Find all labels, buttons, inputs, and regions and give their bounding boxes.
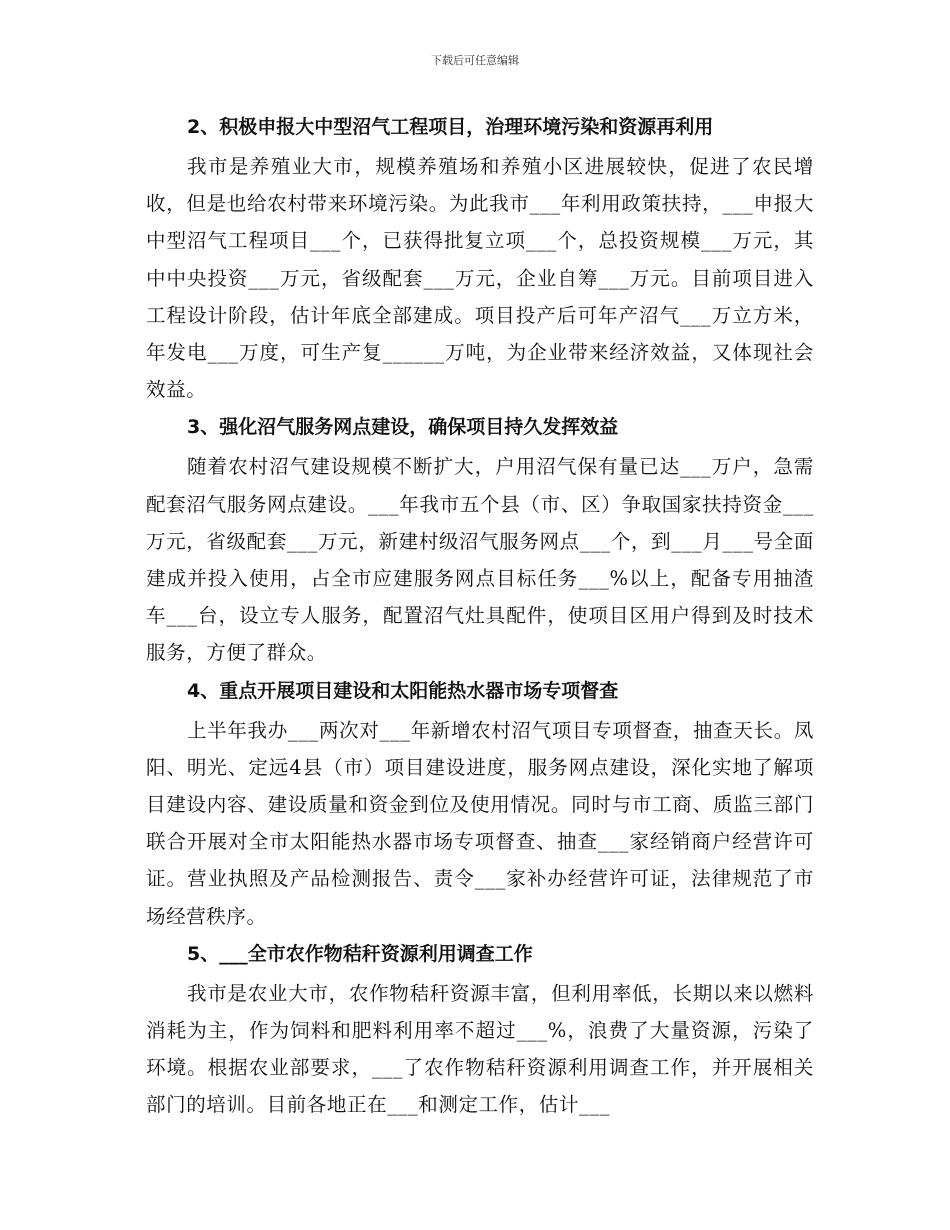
section-paragraph: 上半年我办___两次对___年新增农村沼气项目专项督查，抽查天长。凤阳、明光、定远4县（市）项目建设进度，服务网点建设，深化实地了解项目建设内容、建设质量和资金到位及使用情况。同时与市工商、质监三部门联合开展对全市太阳能热水器市场专项督查、抽查___家经销商户经营许可证。营业执照及产品检测报告、责令___家补办经营许可证，法律规范了市场经营秩序。: [146, 718, 814, 928]
document-body: [146, 110, 814, 1126]
section-title: 2、积极申报大中型沼气工程项目，治理环境污染和资源再利用: [187, 116, 714, 138]
section-2: [146, 110, 814, 408]
page-header: 下载后可任意编辑: [431, 54, 519, 67]
section-title: 3、强化沼气服务网点建设，确保项目持久发挥效益: [187, 416, 619, 439]
section-title: 4、重点开展项目建设和太阳能热水器市场专项督查: [187, 679, 619, 702]
section-3: [146, 410, 814, 671]
section-paragraph: 我市是农业大市，农作物秸秆资源丰富，但利用率低，长期以来以燃料消耗为主，作为饲料和肥料利用率不超过___%，浪费了大量资源，污染了环境。根据农业部要求，___了农作物秸秆资源利用调查工作，并开展相关部门的培训。目前各地正在___和测定工作，估计___: [146, 981, 814, 1117]
section-title: 5、___全市农作物秸秆资源利用调查工作: [187, 942, 533, 965]
section-4: [146, 674, 814, 935]
section-paragraph: 随着农村沼气建设规模不断扩大，户用沼气保有量已达___万户，急需配套沼气服务网点建设。___年我市五个县（市、区）争取国家扶持资金___万元，省级配套___万元，新建村级沼气服务网点___个，到___月___号全面建成并投入使用，占全市应建服务网点目标任务___%以上，配备专用抽渣车___台，设立专人服务，配置沼气灶具配件，使项目区用户得到及时技术服务，方便了群众。: [146, 455, 814, 665]
section-paragraph: 我市是养殖业大市，规模养殖场和养殖小区进展较快，促进了农民增收，但是也给农村带来环境污染。为此我市___年利用政策扶持，___申报大中型沼气工程项目___个，已获得批复立项___个，总投资规模___万元，其中中央投资___万元，省级配套___万元，企业自筹___万元。目前项目进入工程设计阶段，估计年底全部建成。项目投产后可年产沼气___万立方米，年发电___万度，可生产复______万吨，为企业带来经济效益，又体现社会效益。: [146, 155, 814, 402]
section-5: [146, 937, 814, 1124]
